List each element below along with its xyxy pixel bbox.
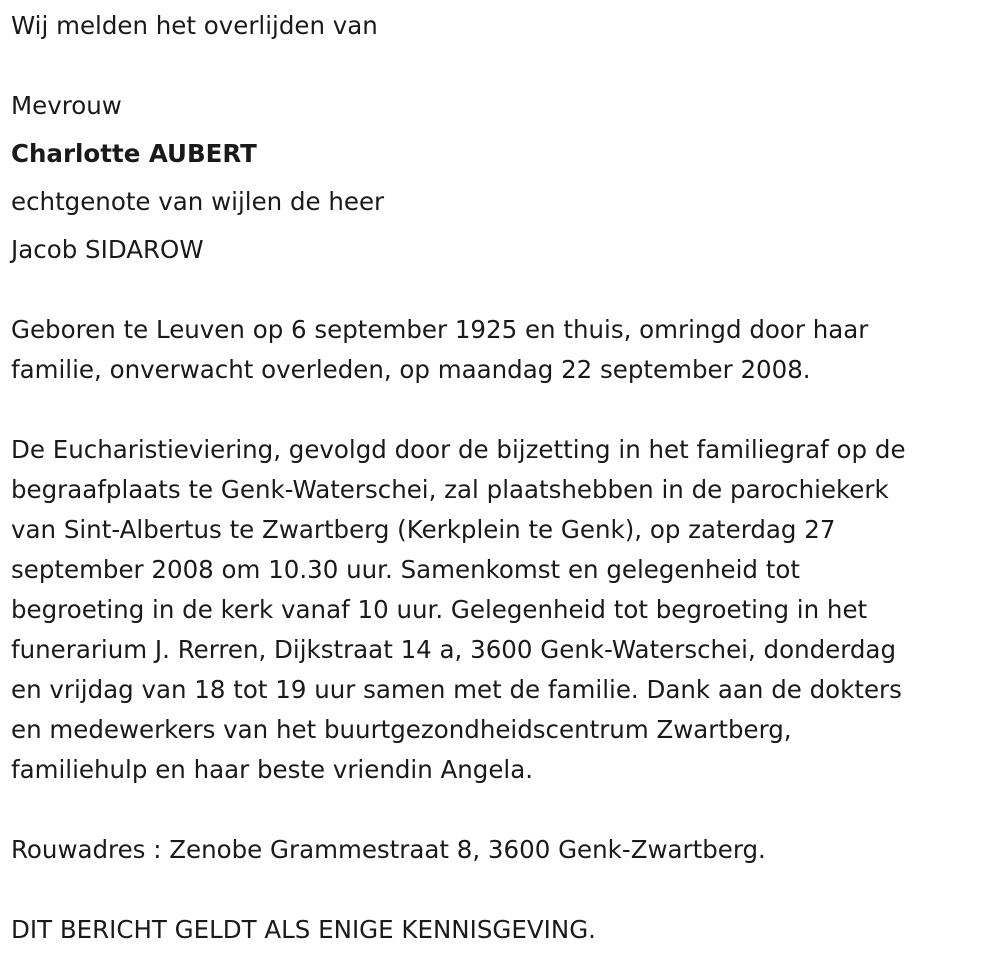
relation-text: echtgenote van wijlen de heer [11, 187, 385, 216]
intro-text: Wij melden het overlijden van [11, 11, 378, 40]
ceremony-line: en vrijdag van 18 tot 19 uur samen met de familie. Dank aan de dokters [11, 675, 902, 704]
ceremony-line: funerarium J. Rerren, Dijkstraat 14 a, 3600 Genk-Waterschei, donderdag [11, 635, 896, 664]
ceremony-line: en medewerkers van het buurtgezondheidscentrum Zwartberg, [11, 715, 792, 744]
closing-statement: DIT BERICHT GELDT ALS ENIGE KENNISGEVING. [11, 915, 596, 944]
deceased-name: Charlotte AUBERT [11, 139, 257, 168]
spouse-name: Jacob SIDAROW [11, 235, 204, 264]
ceremony-line: familiehulp en haar beste vriendin Angela. [11, 755, 534, 784]
birth-line: Geboren te Leuven op 6 september 1925 en thuis, omringd door haar [11, 315, 869, 344]
ceremony-line: begraafplaats te Genk-Waterschei, zal plaatshebben in de parochiekerk [11, 475, 889, 504]
ceremony-paragraph [11, 430, 996, 790]
ceremony-line: september 2008 om 10.30 uur. Samenkomst en gelegenheid tot [11, 555, 800, 584]
birth-line: familie, onverwacht overleden, op maandag 22 september 2008. [11, 355, 811, 384]
ceremony-line: begroeting in de kerk vanaf 10 uur. Gelegenheid tot begroeting in het [11, 595, 868, 624]
ceremony-line: De Eucharistieviering, gevolgd door de bijzetting in het familiegraf op de [11, 435, 906, 464]
mourning-address: Rouwadres : Zenobe Grammestraat 8, 3600 Genk-Zwartberg. [11, 835, 766, 864]
ceremony-line: van Sint-Albertus te Zwartberg (Kerkplein te Genk), op zaterdag 27 [11, 515, 836, 544]
birth-paragraph [11, 310, 996, 390]
honorific: Mevrouw [11, 91, 122, 120]
